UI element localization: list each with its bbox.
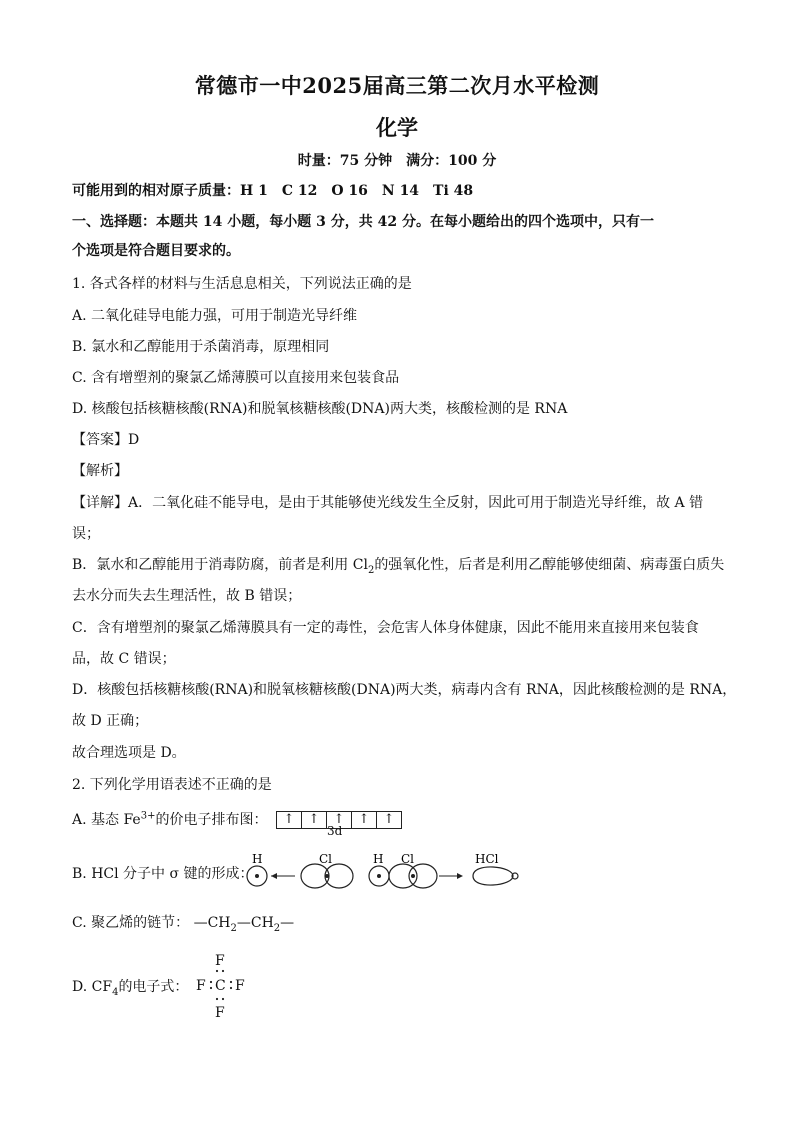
q1-detail-line7: D．核酸包括核糖核酸(RNA)和脱氧核糖核酸(DNA)两大类，病毒内含有 RNA，因此核酸检测的是 RNA，	[72, 682, 737, 698]
q1-detail-line1: 【详解】A．二氧化硅不能导电，是由于其能够使光线发生全反射，因此可用于制造光导纤维，故 A 错	[72, 495, 704, 511]
dot	[210, 987, 212, 989]
q1-detail-line3-post: 的强氧化性，后者是利用乙醇能够使细菌、病毒蛋白质失	[374, 557, 725, 573]
dot	[230, 987, 232, 989]
q1-option-b: B. 氯水和乙醇能用于杀菌消毒，原理相同	[72, 339, 330, 355]
q2-option-d	[72, 978, 188, 996]
polyethylene-formula	[193, 915, 295, 934]
q1-detail-line3	[72, 556, 724, 574]
time-info: 时量：75 分钟 满分：100 分	[297, 153, 497, 169]
q1-detail-line2: 误；	[72, 526, 100, 542]
q2-stem: 2. 下列化学用语表述不正确的是	[72, 777, 272, 793]
q1-answer: 【答案】D	[72, 432, 140, 448]
q2-a-pre: A. 基态 Fe	[72, 812, 141, 828]
atomic-masses: 可能用到的相对原子质量：H 1 C 12 O 16 N 14 Ti 48	[72, 183, 474, 199]
dot	[216, 998, 218, 1000]
bond-dash-1: —	[193, 915, 208, 931]
section-heading-line2: 个选项是符合题目要求的。	[72, 243, 240, 259]
q1-analysis-label: 【解析】	[72, 463, 128, 479]
orbital-box-3: ↑	[326, 812, 351, 828]
h-electron-1	[255, 874, 259, 878]
subject-title: 化学	[376, 115, 418, 140]
q2-option-b: B. HCl 分子中 σ 键的形成：	[72, 866, 254, 882]
bond-dash-2: —	[236, 915, 251, 931]
exam-title: 常德市一中2025届高三第二次月水平检测	[194, 73, 600, 98]
q1-option-d: D. 核酸包括核糖核酸(RNA)和脱氧核糖核酸(DNA)两大类，核酸检测的是 RNA	[72, 401, 568, 417]
dot	[230, 981, 232, 983]
sigma-bond-diagram	[243, 852, 523, 892]
q2-c-pre: C. 聚乙烯的链节：	[72, 915, 190, 931]
bond-dash-3: —	[280, 915, 295, 931]
ch2-b-subscript: 2	[273, 922, 281, 934]
q2-d-pre: D. CF	[72, 979, 113, 995]
q1-detail-line9: 故合理选项是 D。	[72, 745, 186, 761]
fe-charge-superscript: 3+	[140, 810, 156, 822]
orbital-label: 3d	[327, 824, 343, 838]
dot	[222, 970, 224, 972]
cl2-subscript: 2	[367, 564, 375, 576]
orbital-box-5: ↑	[376, 812, 401, 828]
h-electron-2	[377, 874, 381, 878]
q2-option-a	[72, 811, 402, 829]
cf4-electron-dots	[200, 968, 250, 1008]
arrow-left-head	[271, 873, 277, 879]
q1-detail-line4: 去水分而失去生理活性，故 B 错误；	[72, 588, 302, 604]
q2-option-c	[72, 914, 294, 932]
dot	[210, 981, 212, 983]
q2-d-post: 的电子式：	[118, 979, 189, 995]
hcl-orbital	[473, 867, 513, 885]
ch2-b: CH	[250, 915, 274, 931]
orbital-box-1: ↑	[283, 812, 295, 827]
q2-a-post: 的价电子排布图：	[155, 812, 268, 828]
cf4-right-f: F	[235, 978, 245, 994]
ch2-a: CH	[207, 915, 231, 931]
arrow-right-head	[457, 873, 463, 879]
q1-detail-line8: 故 D 正确；	[72, 713, 149, 729]
dot	[222, 998, 224, 1000]
section-heading-line1: 一、选择题：本题共 14 小题，每小题 3 分，共 42 分。在每小题给出的四个选项中，只有一	[72, 214, 654, 230]
cf4-left-f: F	[196, 978, 206, 994]
q1-option-a: A. 二氧化硅导电能力强，可用于制造光导纤维	[72, 308, 358, 324]
q1-detail-line5: C．含有增塑剂的聚氯乙烯薄膜具有一定的毒性，会危害人体身体健康，因此不能用来直接用来包装食	[72, 620, 699, 636]
label-h-2: H	[373, 852, 384, 866]
orbital-box-4: ↑	[351, 812, 376, 828]
q1-detail-line3-pre: B．氯水和乙醇能用于消毒防腐，前者是利用 Cl	[72, 557, 368, 573]
cf4-subscript: 4	[112, 986, 119, 998]
label-h-1: H	[252, 852, 263, 866]
q1-option-c: C. 含有增塑剂的聚氯乙烯薄膜可以直接用来包装食品	[72, 370, 400, 386]
cl-nucleus-1	[325, 874, 329, 878]
ch2-a-subscript: 2	[230, 922, 237, 934]
label-hcl: HCl	[475, 852, 499, 866]
orbital-box-2: ↑	[301, 812, 326, 828]
label-cl-2: Cl	[401, 852, 415, 866]
cf4-top-f: F	[215, 953, 225, 969]
cf4-bottom-f: F	[215, 1005, 225, 1021]
cl-nucleus-2	[411, 874, 415, 878]
label-cl-1: Cl	[319, 852, 333, 866]
q1-stem: 1. 各式各样的材料与生活息息相关，下列说法正确的是	[72, 276, 412, 292]
q1-detail-line6: 品，故 C 错误；	[72, 651, 176, 667]
dot	[216, 970, 218, 972]
cf4-center-c: C	[215, 978, 226, 994]
